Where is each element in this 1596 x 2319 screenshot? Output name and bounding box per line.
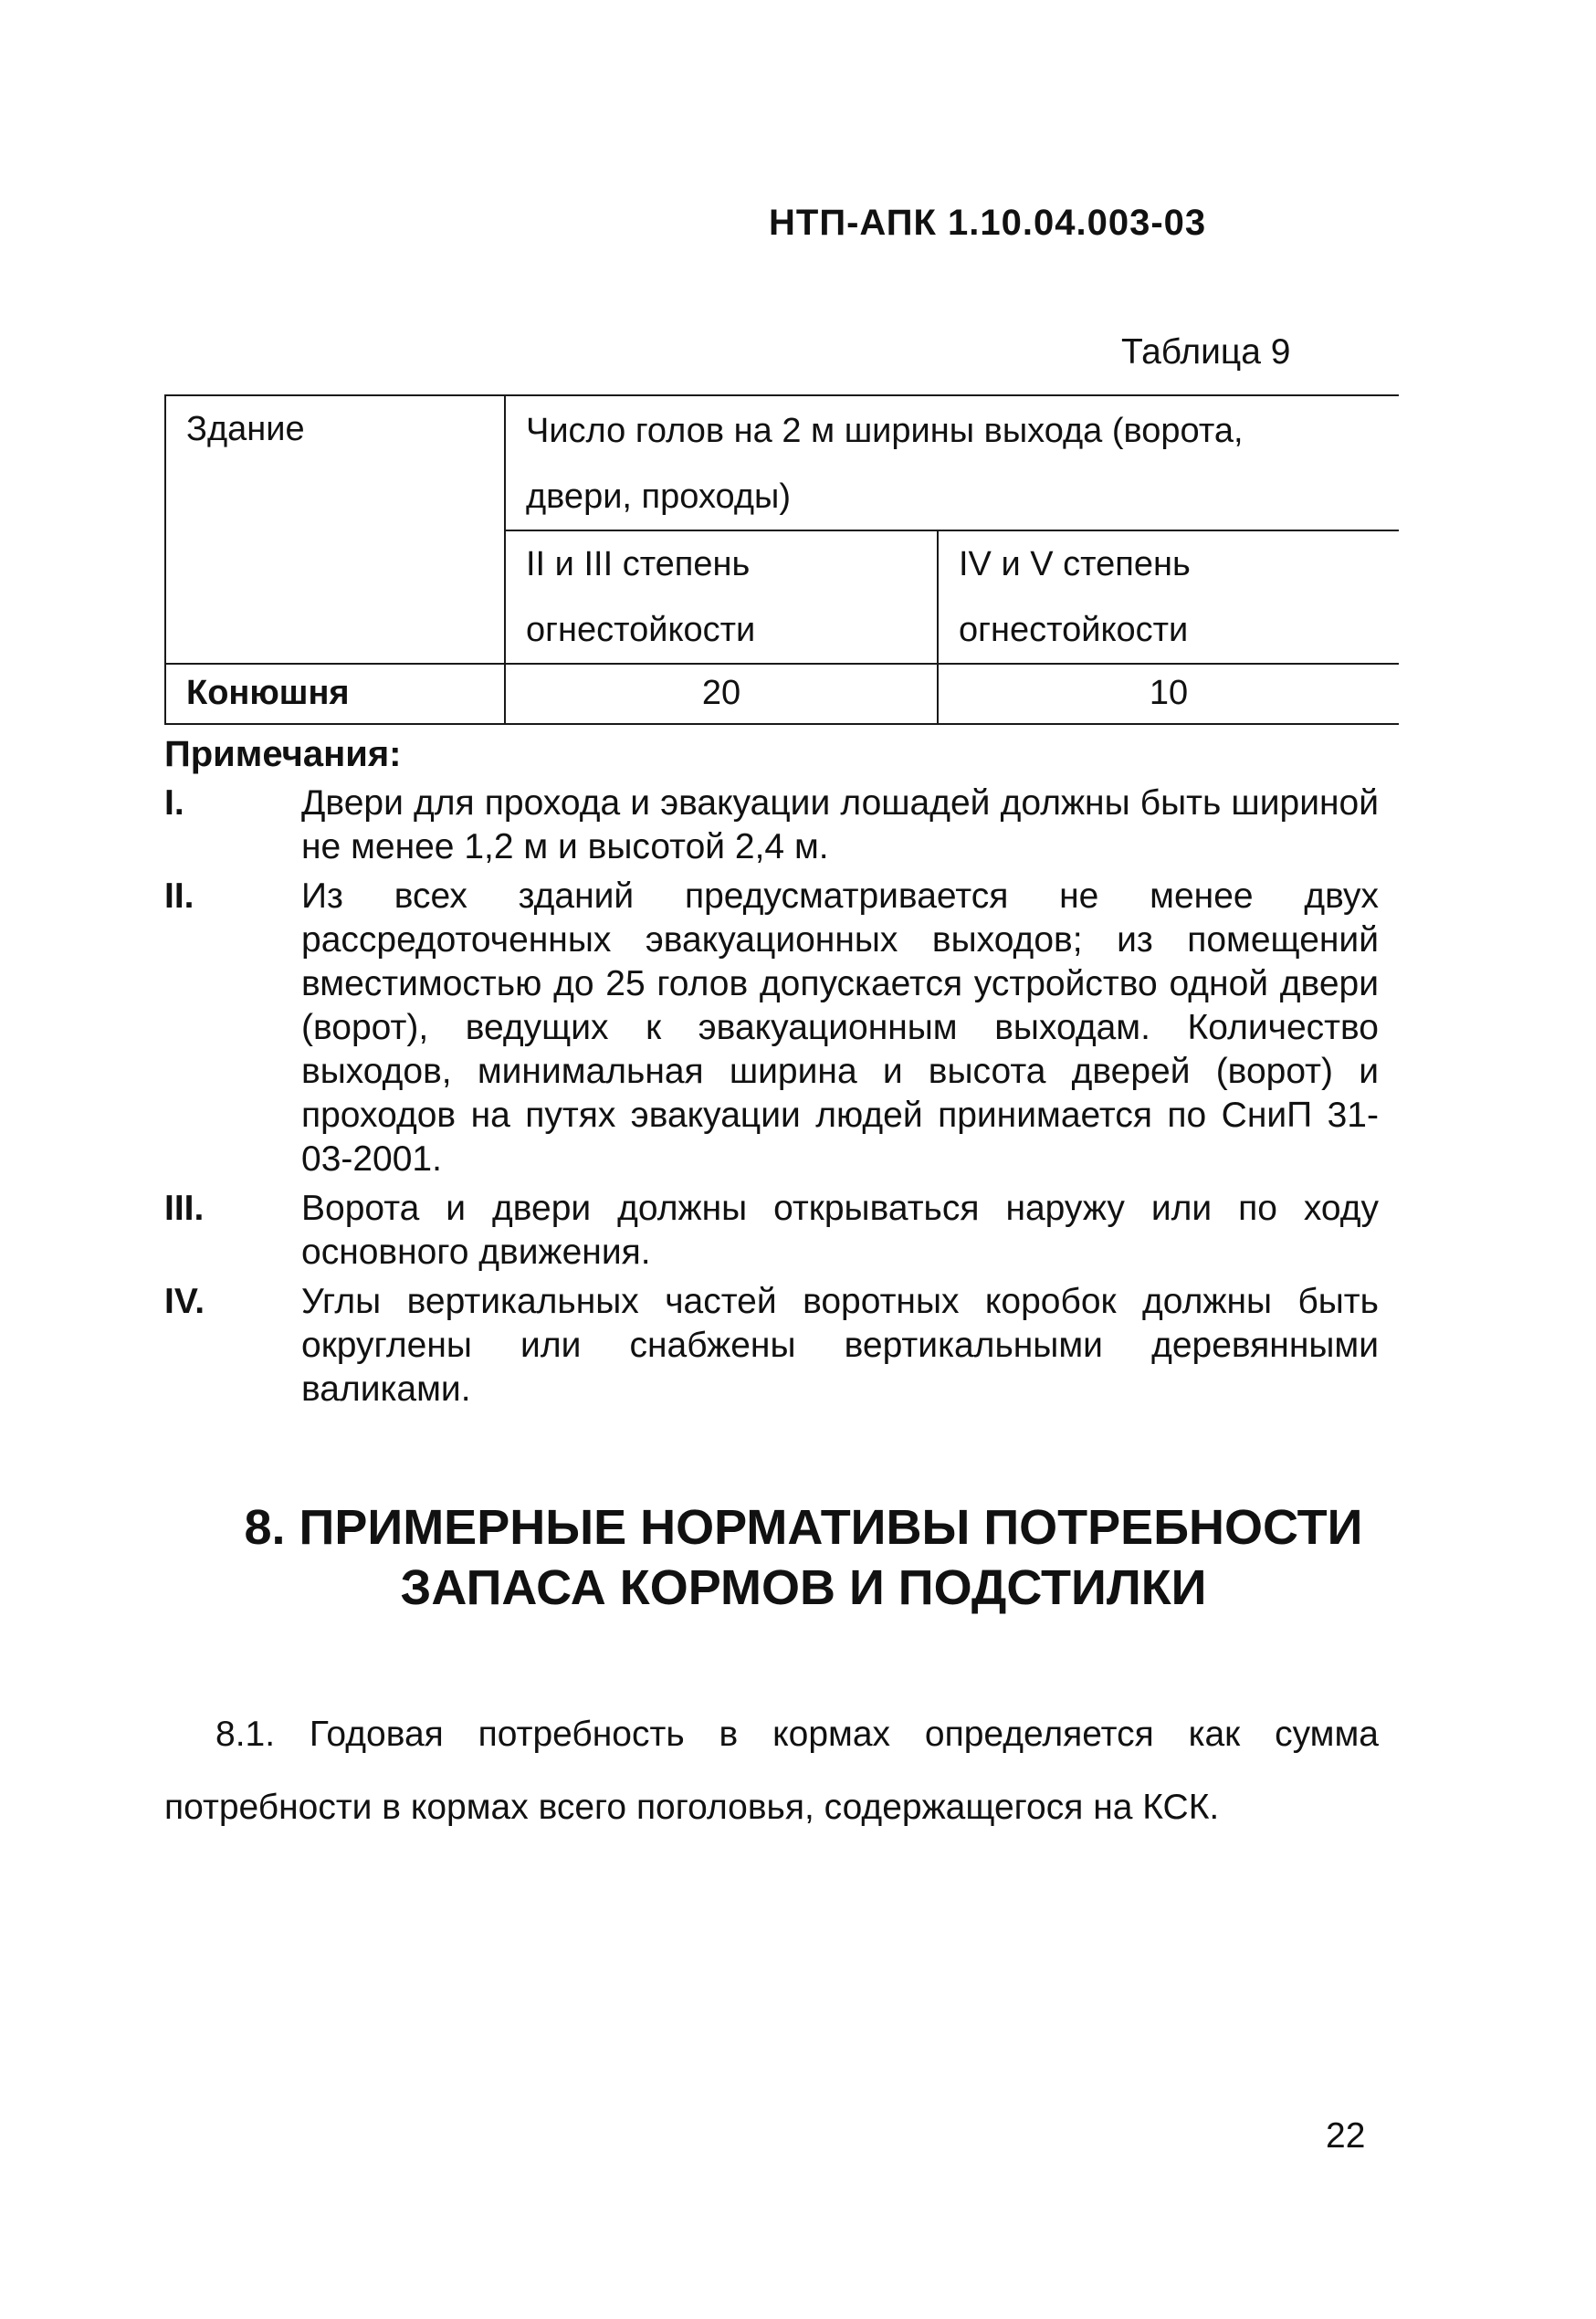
note-text: Двери для прохода и эвакуации лошадей должны быть шириной не менее 1,2 м и высотой 2,4 м.: [301, 783, 1379, 866]
row-building: Конюшня: [165, 664, 505, 724]
header-heads-line1: Число голов на 2 м ширины выхода (ворота,: [526, 412, 1244, 450]
subheader-fire-1-line2: огнестойкости: [526, 611, 756, 649]
section-paragraph: 8.1. Годовая потребность в кормах определяется как сумма потребности в кормах всего поголовья, содержащегося на КСК.: [164, 1715, 1379, 1827]
subheader-fire-1-line1: II и III степень: [526, 545, 751, 583]
table-row: [165, 664, 1399, 724]
note-item: [164, 782, 1379, 869]
note-item: [164, 875, 1379, 1181]
page-number: 22: [1326, 2116, 1366, 2156]
table-caption: Таблица 9: [1121, 332, 1291, 372]
note-number: I.: [164, 783, 184, 823]
section-heading-line2: ЗАПАСА КОРМОВ И ПОДСТИЛКИ: [400, 1560, 1207, 1615]
norms-table: [164, 394, 1399, 725]
subheader-fire-2-line1: IV и V степень: [959, 545, 1191, 583]
subheader-fire-2-line2: огнестойкости: [959, 611, 1189, 649]
note-text: Из всех зданий предусматривается не менее двух рассредоточенных эвакуационных выходов; из помещений вместимостью до 25 голов допускается устройство одной двери (ворот), ведущих к эвакуационным выходам. Количество выходов, минимальная ширина и высота дверей (ворот) и проходов на путях эвакуации людей принимается по СниП 31-03-2001.: [301, 876, 1379, 1179]
notes-title: Примечания:: [164, 734, 402, 774]
subheader-fire-2: [938, 530, 1399, 664]
header-building: [165, 395, 505, 664]
note-number: II.: [164, 876, 194, 916]
notes-list: [164, 782, 1379, 1417]
row-value-1: 20: [505, 664, 938, 724]
table-header-row: [165, 395, 1399, 530]
subheader-fire-1: [505, 530, 938, 664]
header-heads-line2: двери, проходы): [526, 477, 791, 516]
row-value-2: 10: [938, 664, 1399, 724]
header-heads-per-exit: [505, 395, 1399, 530]
note-item: [164, 1280, 1379, 1411]
section-heading: [164, 1497, 1443, 1618]
note-item: [164, 1187, 1379, 1275]
note-number: III.: [164, 1189, 205, 1228]
document-code: НТП-АПК 1.10.04.003-03: [769, 203, 1207, 243]
note-number: IV.: [164, 1282, 205, 1321]
note-text: Углы вертикальных частей воротных коробок должны быть округлены или снабжены вертикальными деревянными валиками.: [301, 1282, 1379, 1409]
header-building-label: Здание: [186, 410, 305, 448]
note-text: Ворота и двери должны открываться наружу или по ходу основного движения.: [301, 1189, 1379, 1272]
section-heading-line1: 8. ПРИМЕРНЫЕ НОРМАТИВЫ ПОТРЕБНОСТИ: [244, 1500, 1363, 1555]
